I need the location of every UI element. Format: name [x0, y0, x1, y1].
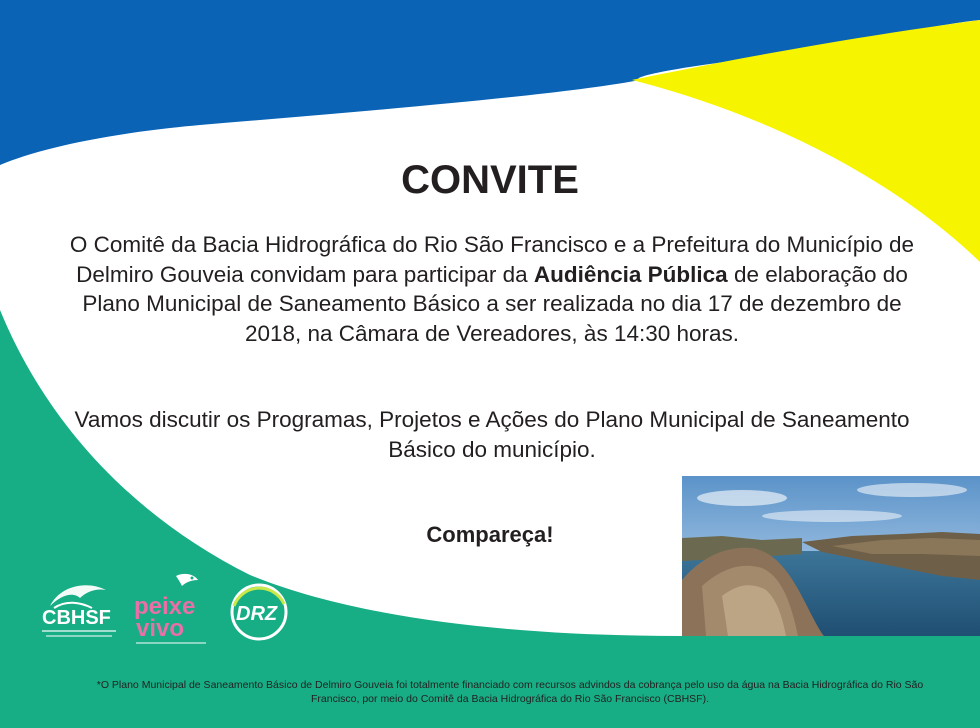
- invite-text-part1: O Comitê da Bacia Hidrográfica do Rio São Francisco e a Prefeitura do Município de Delmiro Gouveia convidam para participar da: [69, 232, 915, 287]
- river-canyon-photo: [682, 476, 980, 636]
- cbhsf-logo-text: CBHSF: [42, 607, 111, 629]
- invite-paragraph-details: [60, 230, 924, 348]
- drz-logo: [226, 580, 296, 646]
- invite-text-highlight: Audiência Pública: [533, 261, 728, 287]
- cbhsf-logo: [40, 578, 120, 644]
- drz-logo-text: DRZ: [236, 603, 278, 625]
- vivo-logo-text: vivo: [136, 615, 185, 642]
- invite-call-to-action: Compareça!: [426, 522, 554, 547]
- invite-paragraph-agenda: Vamos discutir os Programas, Projetos e Ações do Plano Municipal de Saneamento Básico do município.: [74, 407, 910, 462]
- peixe-logo-text: peixe: [134, 593, 196, 620]
- financing-footnote: *O Plano Municipal de Saneamento Básico de Delmiro Gouveia foi totalmente financiado com recursos advindos da cobrança pelo uso da água na Bacia Hidrográfica do Rio São Francisco, por meio do Comitê da Bacia Hidrográfica do Rio São Francisco (CBHSF).: [96, 679, 924, 705]
- peixe-vivo-logo: [132, 570, 214, 650]
- invite-text-part2: de elaboração do Plano Municipal de Saneamento Básico a ser realizada no dia 17 de dezembro de 2018, na Câmara de Vereadores, às 14:30 horas.: [82, 261, 908, 346]
- invite-title: CONVITE: [401, 158, 579, 202]
